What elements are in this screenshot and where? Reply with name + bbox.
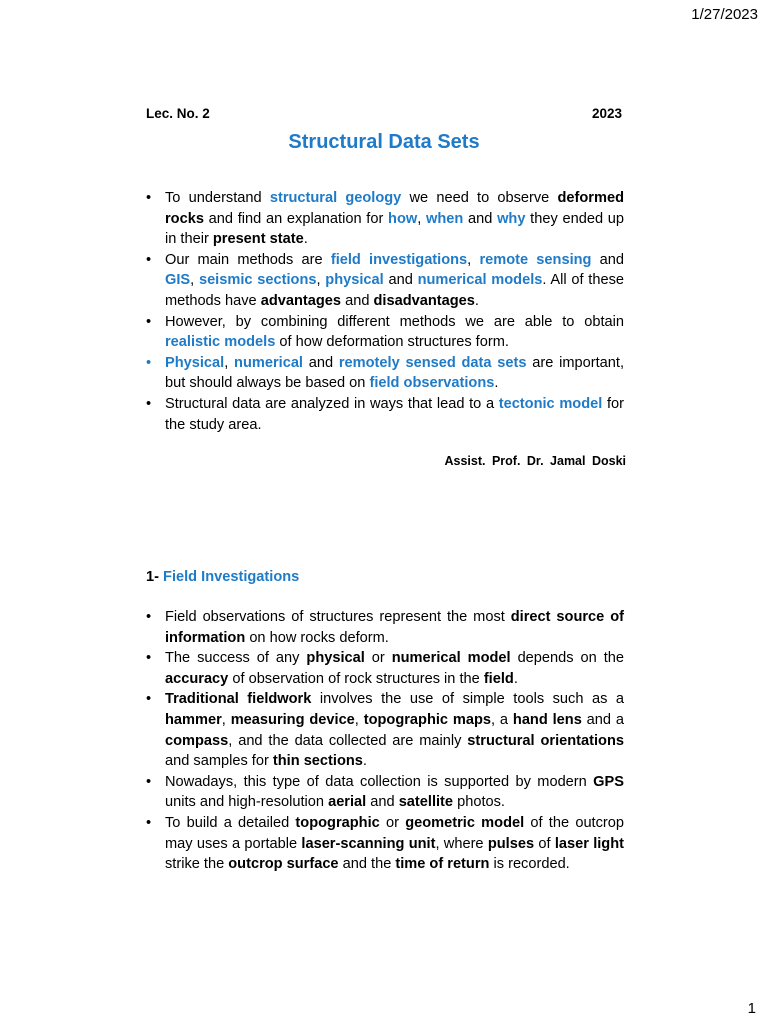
bold-term: outcrop surface	[228, 856, 339, 873]
highlight-term: field observations	[369, 375, 495, 392]
text-run: and	[303, 354, 339, 371]
slide-title: Structural Data Sets	[288, 131, 480, 153]
lecture-number: Lec. No. 2	[146, 106, 210, 121]
text-run: .	[513, 670, 518, 687]
text-run: and samples for	[165, 753, 273, 770]
bullet-item	[146, 250, 624, 312]
text-run: of	[534, 835, 555, 852]
text-run: and the	[338, 856, 396, 873]
text-run: .	[494, 375, 499, 392]
bullet-item	[146, 813, 624, 875]
text-run: and a	[581, 711, 625, 728]
text-run: ,	[224, 354, 235, 371]
text-run: Field observations of structures represent the most	[165, 609, 511, 625]
text-run: strike the	[165, 856, 229, 873]
bold-term: satellite	[398, 794, 454, 811]
text-run: ,	[354, 711, 364, 728]
text-run: Our main methods are	[165, 251, 331, 268]
text-run: and find an explanation for	[203, 210, 389, 227]
text-run: of observation of rock structures in the	[228, 670, 484, 687]
text-run: . All of these methods have	[165, 272, 624, 309]
highlight-term: when	[426, 210, 464, 227]
bold-term: field	[483, 670, 514, 687]
bold-term: present state	[212, 231, 304, 248]
text-run: and	[383, 272, 418, 289]
text-run: units and high-resolution	[165, 794, 329, 811]
bullet-dot: •	[146, 691, 152, 708]
text-run: for the study area.	[165, 395, 624, 433]
highlight-term: numerical	[234, 354, 303, 371]
highlight-term: remote sensing	[479, 251, 592, 268]
highlight-term: why	[497, 210, 526, 227]
text-run: .	[303, 231, 308, 248]
text-run: of the outcrop may uses a portable	[165, 814, 625, 852]
bold-term: compass	[165, 732, 229, 749]
bold-term: laser-scanning unit	[301, 835, 436, 852]
highlight-term: remotely sensed data sets	[338, 354, 527, 371]
highlight-term: tectonic model	[498, 395, 603, 412]
bold-term: topographic maps	[363, 711, 492, 728]
bold-term: hand lens	[512, 711, 582, 728]
text-run: ,	[316, 272, 326, 289]
slide2-bullet-list	[146, 607, 624, 875]
text-run: and	[591, 251, 625, 268]
text-run: is recorded.	[489, 856, 570, 873]
print-date: 1/27/2023	[691, 6, 758, 23]
bold-term: physical	[306, 650, 365, 667]
text-run: .	[474, 292, 479, 309]
bold-term: measuring device	[230, 711, 355, 728]
bullet-item	[146, 772, 624, 813]
bullet-dot: •	[146, 773, 152, 790]
highlight-term: physical	[325, 272, 384, 289]
section-number: 1-	[146, 569, 164, 585]
bold-term: thin sections	[272, 753, 363, 770]
section-title: Field Investigations	[163, 569, 300, 585]
text-run: we need to observe	[401, 190, 558, 206]
text-run: , a	[491, 711, 513, 728]
bold-term: GPS	[593, 773, 624, 790]
bold-term: Traditional fieldwork	[165, 691, 312, 708]
section-heading	[146, 569, 299, 585]
slide1-bullet-list	[146, 188, 624, 435]
text-run: .	[362, 753, 367, 770]
text-run: photos.	[453, 794, 505, 811]
lecture-row	[146, 106, 622, 121]
bullet-dot: •	[146, 650, 152, 667]
bold-term: accuracy	[165, 670, 229, 687]
bullet-dot: •	[146, 609, 152, 625]
text-run: and	[366, 794, 399, 811]
text-run: , where	[435, 835, 488, 852]
bullet-item	[146, 607, 624, 648]
text-run: of how deformation structures form.	[275, 334, 509, 351]
bold-term: advantages	[260, 292, 342, 309]
bold-term: geometric model	[405, 814, 525, 831]
bullet-item	[146, 188, 624, 250]
highlight-term: GIS	[165, 272, 191, 289]
bullet-item	[146, 689, 624, 771]
bullet-item	[146, 648, 624, 689]
text-run: and	[341, 292, 374, 309]
text-run: , and the data collected are mainly	[228, 732, 468, 749]
page-number: 1	[747, 1000, 756, 1017]
highlight-term: field investigations	[330, 251, 468, 268]
bold-term: numerical model	[391, 650, 511, 667]
highlight-term: how	[388, 210, 418, 227]
bullet-dot: •	[146, 251, 152, 268]
highlight-term: seismic sections	[198, 272, 317, 289]
text-run: The success of any	[165, 650, 307, 667]
text-run: depends on the	[510, 650, 624, 667]
text-run: or	[379, 814, 406, 831]
bullet-item	[146, 353, 624, 394]
bold-term: disadvantages	[373, 292, 475, 309]
bold-term: structural orientations	[467, 732, 624, 749]
highlight-term: numerical models	[417, 272, 543, 289]
bullet-dot: •	[146, 354, 152, 371]
author-credit: Assist. Prof. Dr. Jamal Doski	[444, 454, 626, 468]
bold-term: hammer	[165, 711, 222, 728]
bold-term: pulses	[487, 835, 535, 852]
text-run: on how rocks deform.	[245, 629, 389, 646]
text-run: However, by combining different methods we are able to obtain	[165, 313, 624, 330]
text-run: Structural data are analyzed in ways that lead to a	[165, 395, 499, 412]
bullet-dot: •	[146, 313, 152, 330]
highlight-term: Physical	[165, 354, 225, 371]
text-run: are important, but should always be based on	[165, 354, 624, 392]
text-run: they ended up in their	[165, 210, 625, 248]
bold-term: laser light	[554, 835, 624, 852]
bold-term: aerial	[328, 794, 367, 811]
bold-term: deformed rocks	[165, 190, 624, 227]
bullet-dot: •	[146, 190, 152, 206]
text-run: and	[463, 210, 498, 227]
bold-term: topographic	[295, 814, 380, 831]
lecture-year: 2023	[591, 106, 622, 121]
text-run: or	[364, 650, 392, 667]
highlight-term: structural geology	[269, 190, 402, 206]
text-run: To understand	[165, 190, 270, 206]
bullet-dot: •	[146, 814, 152, 831]
text-run: involves the use of simple tools such as a	[311, 691, 624, 708]
bold-term: direct source of information	[165, 609, 624, 646]
bullet-dot: •	[146, 395, 152, 412]
bullet-item	[146, 312, 624, 353]
bullet-item	[146, 394, 624, 435]
text-run: ,	[221, 711, 231, 728]
highlight-term: realistic models	[165, 334, 276, 351]
text-run: To build a detailed	[165, 814, 296, 831]
text-run: ,	[417, 210, 426, 227]
text-run: ,	[190, 272, 199, 289]
text-run: ,	[467, 251, 480, 268]
bold-term: time of return	[395, 856, 490, 873]
text-run: Nowadays, this type of data collection is supported by modern	[165, 773, 594, 790]
